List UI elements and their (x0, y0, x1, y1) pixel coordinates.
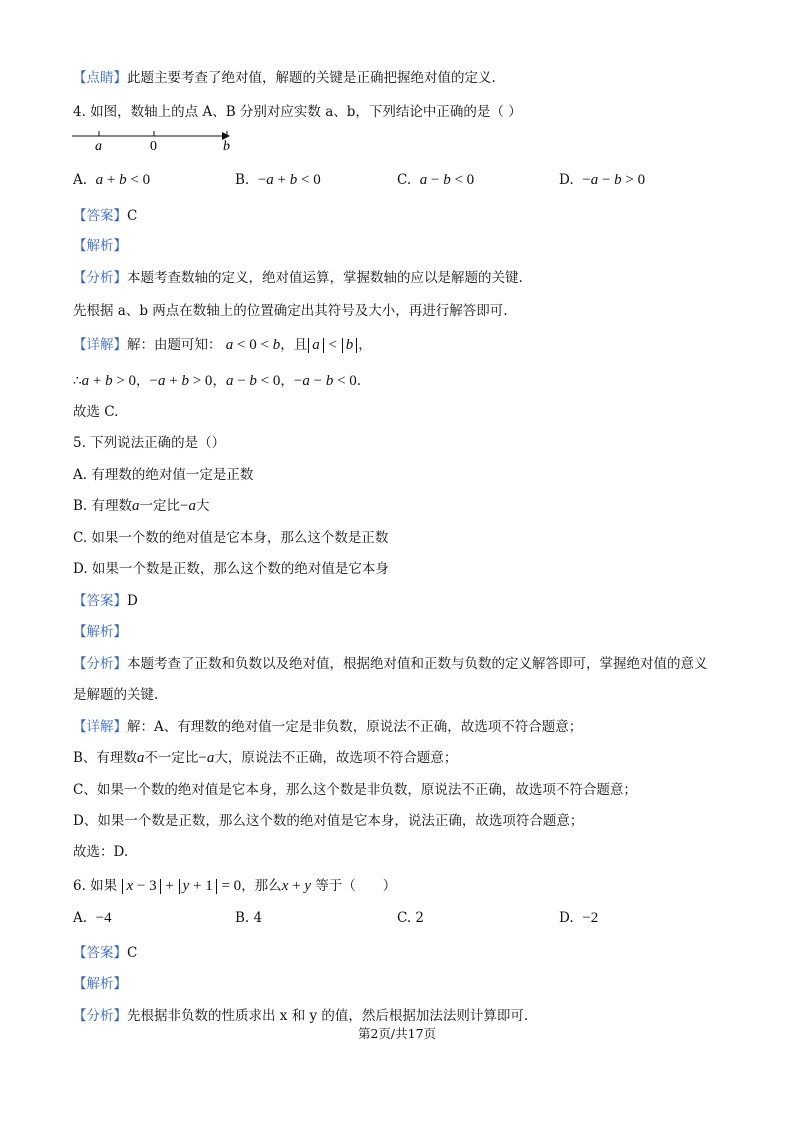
label-a: a (95, 139, 102, 154)
q5-jiexi: 【解析】 (73, 624, 127, 640)
q4-option-c[interactable]: C. a − b < 0 (397, 172, 475, 188)
q5-option-c[interactable]: C. 如果一个数的绝对值是它本身，那么这个数是正数 (73, 530, 389, 546)
q5-detail-d: D、如果一个数是正数，那么这个数的绝对值是它本身，说法正确，故选项符合题意； (73, 813, 584, 829)
q4-jiexi: 【解析】 (73, 238, 127, 254)
note-tag: 【点睛】 (73, 70, 127, 86)
q5-fenxi-2: 是解题的关键. (73, 687, 159, 703)
q4-option-b[interactable]: B. −a + b < 0 (235, 172, 321, 188)
q5-fenxi: 【分析】本题考查了正数和负数以及绝对值，根据绝对值和正数与负数的定义解答即可，掌握绝对值的意义 (73, 656, 708, 672)
q4-fenxi: 【分析】本题考查数轴的定义，绝对值运算，掌握数轴的应以是解题的关键. (73, 270, 523, 286)
q6-option-d[interactable]: D. −2 (559, 910, 599, 926)
q5-option-b[interactable]: B. 有理数a一定比−a大 (73, 498, 210, 514)
q4-answer: 【答案】C (73, 208, 138, 224)
q5-choose: 故选：D. (73, 844, 129, 860)
question-4-title: 4. 如图，数轴上的点 A、B 分别对应实数 a、b，下列结论中正确的是（ ） (73, 104, 522, 120)
note-line (73, 66, 496, 86)
q4-option-d[interactable]: D. −a − b > 0 (559, 172, 646, 188)
page-footer: 第2页/共17页 (357, 1026, 437, 1041)
q6-answer: 【答案】C (73, 945, 138, 961)
q6-option-a[interactable]: A. −4 (73, 910, 112, 926)
q4-detail: 【详解】解：由题可知： a < 0 < b，且 a < b ， (73, 337, 372, 353)
label-0: 0 (150, 139, 157, 154)
q6-jiexi: 【解析】 (73, 976, 127, 992)
q4-fenxi-2: 先根据 a、b 两点在数轴上的位置确定出其符号及大小，再进行解答即可. (73, 303, 508, 319)
note-text: 此题主要考查了绝对值，解题的关键是正确把握绝对值的定义. (127, 70, 496, 86)
question-5-title: 5. 下列说法正确的是（） (73, 435, 226, 451)
q6-option-c[interactable]: C. 2 (397, 910, 425, 926)
label-b-text: b (223, 139, 230, 154)
question-6-title: 6. 如果 x − 3 + y + 1 = 0，那么x + y 等于（ ） (73, 878, 397, 894)
q5-option-d[interactable]: D. 如果一个数是正数，那么这个数的绝对值是它本身 (73, 561, 389, 577)
q4-therefore: ∴a + b > 0，−a + b > 0，a − b < 0，−a − b < 0. (73, 373, 362, 389)
number-line-tick-b (72, 128, 232, 158)
q5-answer: 【答案】D (73, 593, 138, 609)
q5-detail-c: C、如果一个数的绝对值是它本身，那么这个数是非负数，原说法不正确，故选项不符合题意； (73, 782, 637, 798)
q6-option-b[interactable]: B. 4 (235, 910, 263, 926)
number-line-b-mark (218, 128, 238, 158)
q5-detail-b: B、有理数a不一定比−a大，原说法不正确，故选项不符合题意； (73, 750, 458, 766)
q5-option-a[interactable]: A. 有理数的绝对值一定是正数 (73, 467, 254, 483)
q4-option-a[interactable]: A. a + b < 0 (73, 172, 151, 188)
q6-fenxi: 【分析】先根据非负数的性质求出 x 和 y 的值，然后根据加法法则计算即可. (73, 1008, 529, 1024)
q4-choose: 故选 C. (73, 404, 119, 420)
q5-detail: 【详解】解：A、有理数的绝对值一定是非负数，原说法不正确，故选项不符合题意； (73, 719, 583, 735)
